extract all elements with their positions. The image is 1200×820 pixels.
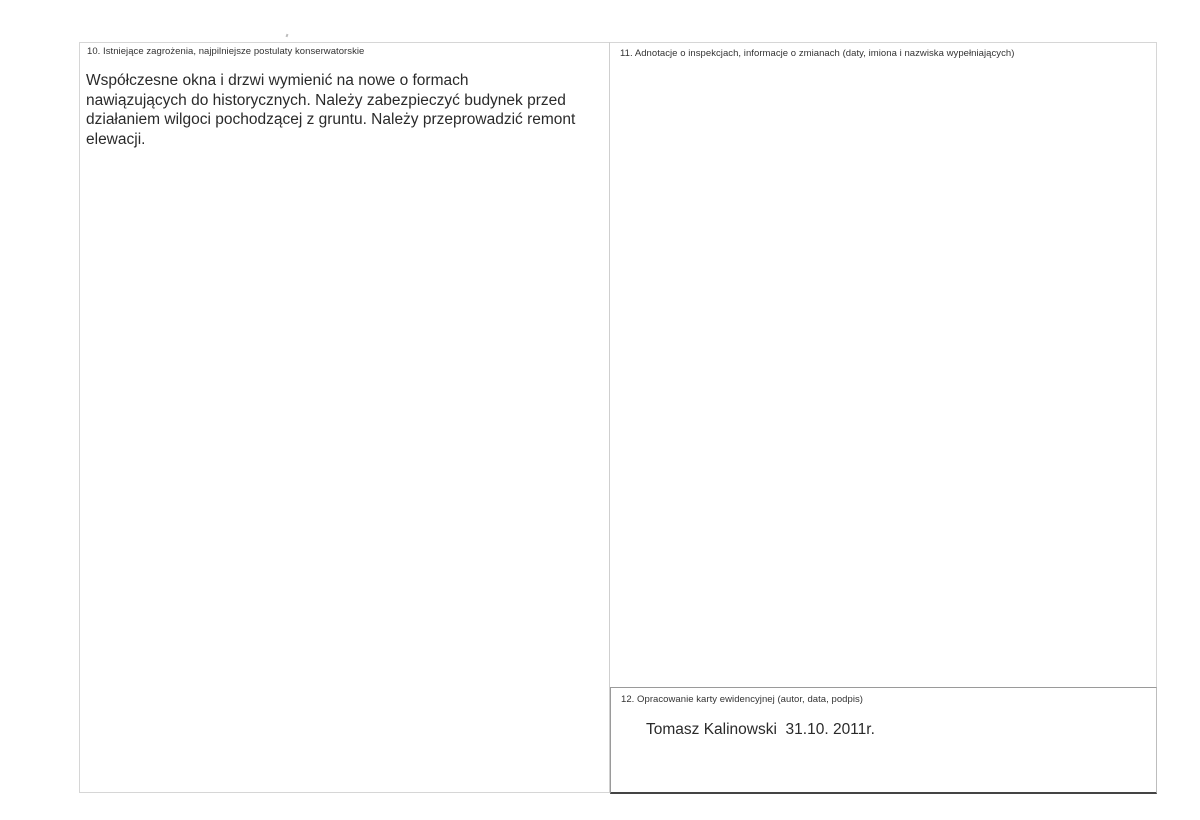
section-10-text: Współczesne okna i drzwi wymienić na nowe o formach nawiązujących do historycznych. Należy zabezpieczyć budynek przed działaniem wilgoci pochodzącej z gruntu. Należy przeprowadzić remont elewacji.: [86, 72, 576, 148]
section-threats-postulates: [79, 42, 610, 793]
section-12-label: 12. Opracowanie karty ewidencyjnej (autor, data, podpis): [621, 694, 864, 705]
section-record-author: [610, 687, 1157, 794]
scan-speck: [286, 34, 289, 38]
author-date-entry: Tomasz Kalinowski 31.10. 2011r.: [646, 721, 875, 738]
section-inspection-annotations: [610, 42, 1157, 687]
section-11-label: 11. Adnotacje o inspekcjach, informacje o zmianach (daty, imiona i nazwiska wypełniających): [620, 48, 1015, 59]
section-10-label: 10. Istniejące zagrożenia, najpilniejsze postulaty konserwatorskie: [87, 46, 365, 57]
